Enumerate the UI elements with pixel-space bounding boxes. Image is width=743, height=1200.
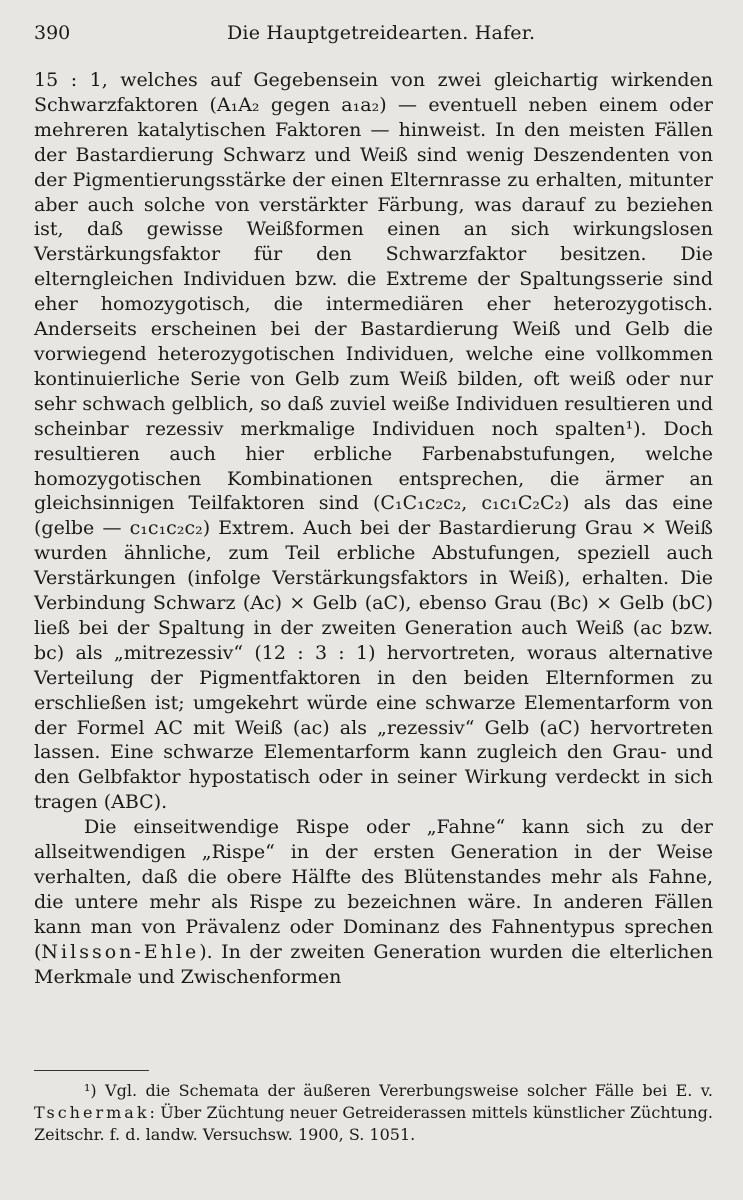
footnote-start: ¹) Vgl. die Schemata der äußeren Vererbungsweise solcher Fälle bei E. v. <box>84 1081 713 1100</box>
footnote-end: : Über Züchtung neuer Getreiderassen mittels künstlicher Züchtung. Zeitschr. f. d. landw. Versuchsw. 1900, S. 1051. <box>34 1103 713 1144</box>
footnote-author: Tschermak <box>34 1103 150 1122</box>
paragraph-1: 15 : 1, welches auf Gegebensein von zwei gleichartig wirkenden Schwarzfaktoren (A₁A₂ gegen a₁a₂) — eventuell neben einem oder mehreren katalytischen Faktoren — hinweist. In den meisten Fällen der Bastardierung Schwarz und Weiß sind wenig Deszendenten von der Pigmentierungsstärke der einen Elternrasse zu erhalten, mitunter aber auch solche von verstärkter Färbung, was darauf zu beziehen ist, daß gewisse Weißformen einen an sich wirkungslosen Verstärkungsfaktor für den Schwarzfaktor besitzen. Die elterngleichen Individuen bzw. die Extreme der Spaltungsserie sind eher homozygotisch, die intermediären eher heterozygotisch. Anderseits erscheinen bei der Bastardierung Weiß und Gelb die vorwiegend heterozygotischen Individuen, welche eine vollkommen kontinuierliche Serie von Gelb zum Weiß bilden, oft weiß oder nur sehr schwach gelblich, so daß zuviel weiße Individuen resultieren und scheinbar rezessiv merkmalige Individuen noch spalten¹). Doch resultieren auch hier erbliche Farbenabstufungen, welche homozygotischen Kombinationen entsprechen, die ärmer an gleichsinnigen Teilfaktoren sind (C₁C₁c₂c₂, c₁c₁C₂C₂) als das eine (gelbe — c₁c₁c₂c₂) Extrem. Auch bei der Bastardierung Grau × Weiß wurden ähnliche, zum Teil erbliche Abstufungen, speziell auch Verstärkungen (infolge Verstärkungsfaktors in Weiß), erhalten. Die Verbindung Schwarz (Ac) × Gelb (aC), ebenso Grau (Bc) × Gelb (bC) ließ bei der Spaltung in der zweiten Generation auch Weiß (ac bzw. bc) als „mitrezessiv“ (12 : 3 : 1) hervortreten, woraus alternative Verteilung der Pigmentfaktoren in den beiden Elternformen zu erschließen ist; umgekehrt würde eine schwarze Elementarform von der Formel AC mit Weiß (ac) als „rezessiv“ Gelb (aC) hervortreten lassen. Eine schwarze Elementarform kann zugleich den Grau- und den Gelbfaktor hypostatisch oder in seiner Wirkung verdeckt in sich tragen (ABC). <box>34 69 713 814</box>
paragraph-2-start: Die einseitwendige Rispe oder „Fahne“ kann sich zu der allseitwendigen „Rispe“ in der ersten Generation in der Weise verhalten, daß die obere Hälfte des Blütenstandes mehr als Fahne, die untere mehr als Rispe zu bezeichnen wäre. In anderen Fällen kann man von Prävalenz oder Dominanz des Fahnentypus sprechen ( <box>34 816 713 963</box>
body-text <box>34 68 713 990</box>
paragraph-2-end: ). In der zweiten Generation wurden die elterlichen Merkmale und Zwischenformen <box>34 940 713 988</box>
paragraph-2 <box>34 815 713 989</box>
footnote-rule <box>34 1070 149 1071</box>
running-head: Die Hauptgetreidearten. Hafer. <box>227 22 536 44</box>
page-header <box>34 22 709 46</box>
page-number: 390 <box>34 22 71 44</box>
author-name: Nilsson-Ehle <box>41 940 200 963</box>
footnote <box>34 1080 713 1146</box>
